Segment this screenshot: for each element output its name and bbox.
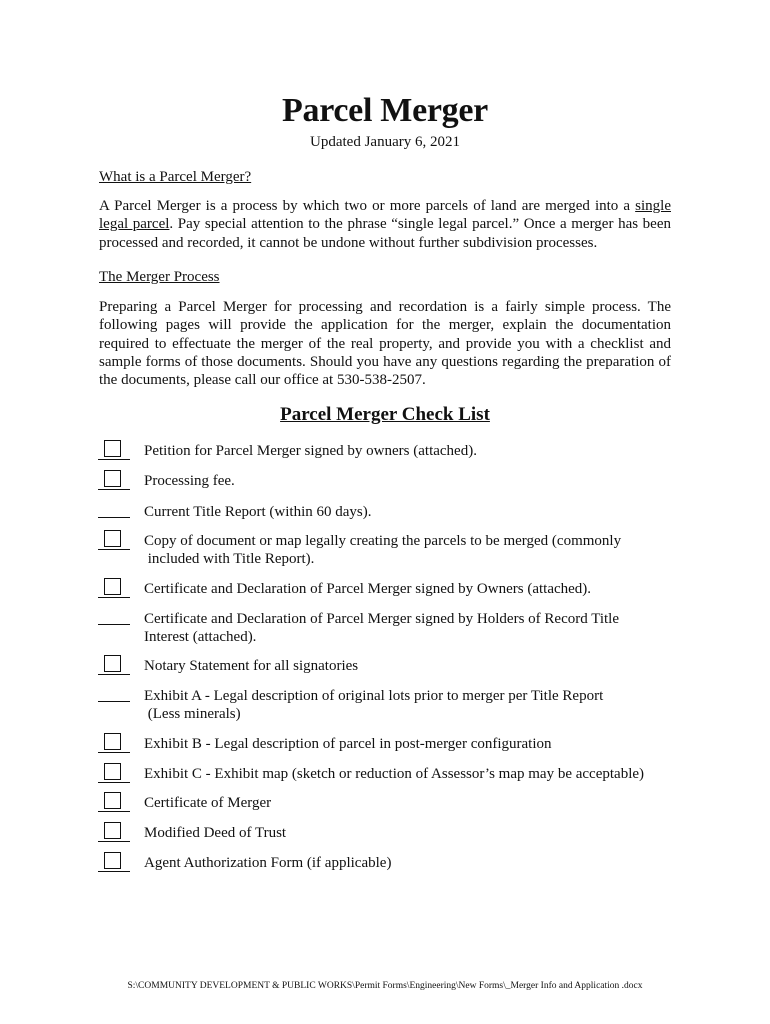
blank-line[interactable]: [96, 501, 132, 523]
checklist-item-text: Exhibit C - Exhibit map (sketch or reduction of Assessor’s map may be acceptable): [144, 766, 645, 782]
checkbox-square: [104, 733, 121, 750]
checklist-item-text: Agent Authorization Form (if applicable): [144, 855, 392, 871]
section-text-merger-process: Preparing a Parcel Merger for processing and recordation is a fairly simple process. The following pages will provide the application for the merger, explain the documentation required to effectuate the merger of the real property, and provide you with a checklist and sample forms of those documents. Should you have any questions regarding the preparation of the documents, please call our office at 530-538-2507.: [99, 299, 671, 389]
blank-line[interactable]: [96, 608, 132, 630]
checkbox-underline: [98, 489, 130, 490]
checkbox-square: [104, 578, 121, 595]
checkbox-underline: [98, 674, 130, 675]
blank-underline: [98, 517, 130, 518]
underlined-phrase: single legal parcel: [99, 198, 671, 233]
checklist-item-text: Certificate and Declaration of Parcel Merger signed by Holders of Record Title Interest (attached).: [144, 611, 619, 646]
checkbox[interactable]: [96, 470, 132, 492]
blank-underline: [98, 701, 130, 702]
checkbox-underline: [98, 782, 130, 783]
section-heading-what-is: What is a Parcel Merger?: [99, 169, 252, 185]
checkbox[interactable]: [96, 822, 132, 844]
checkbox-square: [104, 470, 121, 487]
checklist-item-text: Petition for Parcel Merger signed by owners (attached).: [144, 443, 477, 459]
checkbox[interactable]: [96, 792, 132, 814]
footer-path: S:\COMMUNITY DEVELOPMENT & PUBLIC WORKS\Permit Forms\Engineering\New Forms\_Merger Info and Application .docx: [127, 981, 643, 991]
checklist-item-text: Current Title Report (within 60 days).: [144, 504, 372, 520]
checkbox-square: [104, 530, 121, 547]
checkbox[interactable]: [96, 763, 132, 785]
checklist-item-text: Copy of document or map legally creating the parcels to be merged (commonly included with Title Report).: [144, 533, 622, 568]
checkbox-underline: [98, 459, 130, 460]
checklist-item-text: Modified Deed of Trust: [144, 825, 287, 841]
checkbox-underline: [98, 871, 130, 872]
blank-underline: [98, 624, 130, 625]
section-text-what-is: [99, 197, 671, 252]
checklist-item-text: Certificate of Merger: [144, 795, 272, 811]
blank-line[interactable]: [96, 685, 132, 707]
checkbox[interactable]: [96, 733, 132, 755]
checkbox-square: [104, 792, 121, 809]
checklist-item-text: Exhibit A - Legal description of original lots prior to merger per Title Report (Less minerals): [144, 688, 604, 723]
checklist-title: Parcel Merger Check List: [280, 404, 490, 425]
checkbox-square: [104, 822, 121, 839]
checkbox-underline: [98, 841, 130, 842]
section-heading-merger-process: The Merger Process: [99, 269, 220, 285]
checklist-item: [96, 608, 696, 648]
updated-date: Updated January 6, 2021: [310, 134, 460, 150]
checkbox-underline: [98, 752, 130, 753]
checklist-item-text: Exhibit B - Legal description of parcel in post-merger configuration: [144, 736, 552, 752]
checklist-item: [96, 852, 696, 892]
checklist-item-text: Processing fee.: [144, 473, 235, 489]
checklist-item-text: Certificate and Declaration of Parcel Merger signed by Owners (attached).: [144, 581, 592, 597]
document-title: Parcel Merger: [282, 92, 488, 129]
checkbox[interactable]: [96, 852, 132, 874]
checkbox-underline: [98, 811, 130, 812]
checkbox-square: [104, 655, 121, 672]
checkbox[interactable]: [96, 655, 132, 677]
text-before: A Parcel Merger is a process by which two or more parcels of land are merged into a: [99, 198, 636, 214]
checkbox-square: [104, 852, 121, 869]
checklist-item: [96, 530, 696, 570]
checkbox[interactable]: [96, 530, 132, 552]
checklist-item: [96, 685, 696, 725]
checkbox[interactable]: [96, 578, 132, 600]
checkbox[interactable]: [96, 440, 132, 462]
checkbox-underline: [98, 549, 130, 550]
checkbox-square: [104, 763, 121, 780]
text-after: . Pay special attention to the phrase “single legal parcel.” Once a merger has been processed and recorded, it cannot be undone without further subdivision processes.: [99, 216, 671, 251]
checkbox-square: [104, 440, 121, 457]
checkbox-underline: [98, 597, 130, 598]
checklist-item-text: Notary Statement for all signatories: [144, 658, 359, 674]
